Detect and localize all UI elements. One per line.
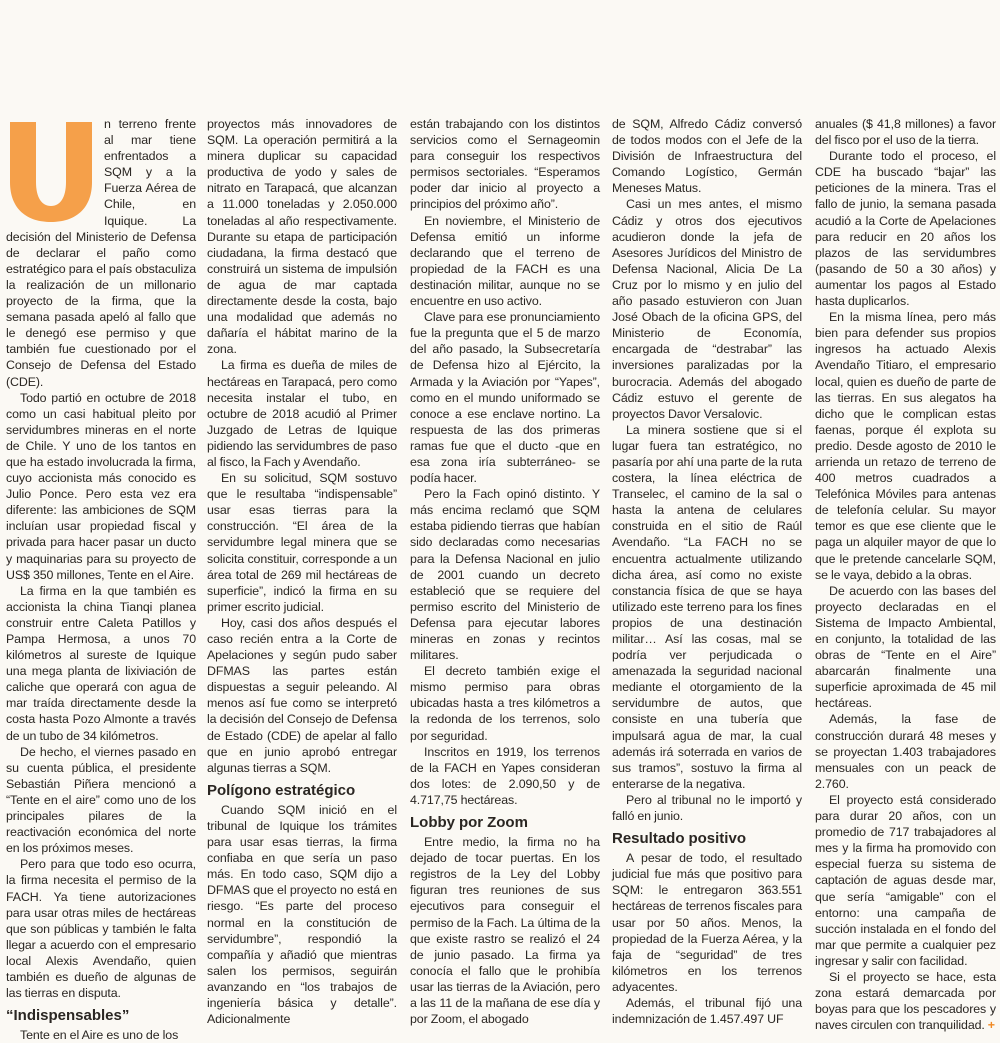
paragraph: De hecho, el viernes pasado en su cuenta pública, el presidente Sebastián Piñera mencionó a “Tente en el aire” como uno de los principales pilares de la reactivación económica del norte en los próximos meses. <box>6 744 196 856</box>
section-heading: “Indispensables” <box>6 1007 130 1025</box>
paragraph: El proyecto está considerado para durar 20 años, con un promedio de 717 trabajadores al mes y la firma ha promovido con especial fuerza su sistema de captación de aguas desde mar, que sería “amigable” con el entorno: una campaña de succión instalada en el fondo del mar que permite a cualquier pez ingresar y salir con facilidad. <box>815 792 996 968</box>
paragraph: Casi un mes antes, el mismo Cádiz y otros dos ejecutivos acudieron donde la jefa de Asesores Jurídicos del Ministro de Defensa Nacional, Alicia De La Cruz por lo mismo y en julio del año pasado estuvieron con Juan José Obach de la oficina GPS, del Ministerio de Economía, encargada de “destrabar” las inversiones paralizadas por la burocracia. Además del abogado Cádiz estuvo el gerente de proyectos Davor Versalovic. <box>612 197 802 421</box>
section-heading: Polígono estratégico <box>207 781 356 799</box>
paragraph: anuales ($ 41,8 millones) a favor del fisco por el uso de la tierra. <box>815 117 996 148</box>
paragraph: En su solicitud, SQM sostuvo que le resultaba “indispensable” usar esas tierras para la construcción. “El área de la servidumbre legal minera que se solicita constituir, corresponde a un área total de 269 mil hectáreas de superficie”, indicó la firma en su primer escrito judicial. <box>207 471 397 614</box>
paragraph: Pero para que todo eso ocurra, la firma necesita el permiso de la FACH. Ya tiene autorizaciones para usar otras miles de hectáreas que son públicas y también le falta llegar a acuerdo con el empresario local Alexis Avendaño, quien también es dueño de algunas de las tierras en disputa. <box>6 857 196 1001</box>
drop-cap-letter <box>6 120 96 223</box>
paragraph: La firma en la que también es accionista la china Tianqi planea construir entre Caleta Patillos y Pampa Hermosa, a unos 70 kilómetros al sureste de Iquique una mega planta de lixiviación de caliche que operará con agua de mar traída directamente desde la costa hasta Pozo Almonte a través de un tubo de 34 kilómetros. <box>6 583 196 743</box>
paragraph <box>815 969 996 1033</box>
paragraph: A pesar de todo, el resultado judicial fue más que positivo para SQM: le entregaron 363.551 hectáreas de terrenos fiscales para usar por 50 años. Menos, la propiedad de la Fuerza Aérea, y la faja de “seguridad” de tres kilómetros en los terrenos adyacentes. <box>612 851 802 994</box>
section-heading: Resultado positivo <box>612 830 746 848</box>
paragraph: de SQM, Alfredo Cádiz conversó de todos modos con el Jefe de la División de Infraestructura del Comando Logístico, Germán Meneses Matus. <box>612 117 802 196</box>
paragraph: Además, el tribunal fijó una indemnización de 1.457.497 UF <box>612 995 802 1027</box>
paragraph: n terreno frente al mar tiene enfrentados a SQM y a la Fuerza Aérea de Chile, en Iquique. La decisión del Ministerio de Defensa de declarar el paño como estratégico para el país obstaculiza la realización de un millonario proyecto de la firma, que la semana pasada apeló al fallo que le denegó ese permiso y que también fue cuestionado por el Consejo de Defensa del Estado (CDE). <box>6 117 196 389</box>
paragraph: Entre medio, la firma no ha dejado de tocar puertas. En los registros de la Ley del Lobby figuran tres reuniones de sus ejecutivos para conseguir el permiso de la Fach. La última de la que existe rastro se realizó el 24 de junio pasado. La firma ya conocía el fallo que le prohibía usar las tierras de la Aviación, pero a las 11 de la mañana de ese día y por Zoom, el abogado <box>410 835 600 1027</box>
section-heading: Lobby por Zoom <box>410 814 528 832</box>
paragraph: La minera sostiene que si el lugar fuera tan estratégico, no pasaría por ahí una parte de la ruta costera, la línea eléctrica de Transelec, el camino de la sal o hasta la antena de celulares construida en el sitio de Raúl Avendaño. “La FACH no se encuentra actualmente utilizando dicha área, así como no existe constancia física de que se haya utilizado este terreno para los fines propios de una destinación militar… Así las cosas, mal se podría ver perjudicada o amenazada la seguridad nacional mediante el otorgamiento de la servidumbre de autos, que consiste en una tubería que impulsará agua de mar, la cual además irá soterrada en varios de sus tramos”, sostuvo la firma al enterarse de la negativa. <box>612 422 802 791</box>
paragraph: La firma es dueña de miles de hectáreas en Tarapacá, pero como necesita instalar el tubo, en octubre de 2018 acudió al Primer Juzgado de Letras de Iquique pidiendo las servidumbres de paso al fisco, la Fach y Avendaño. <box>207 358 397 469</box>
paragraph: Todo partió en octubre de 2018 como un casi habitual pleito por servidumbres mineras en el norte de Chile. Y uno de los tantos en que ha estado involucrada la firma, cuyo accionista más conocido es Julio Ponce. Pero esta vez era diferente: las ambiciones de SQM incluían usar propiedad fiscal y privada para hacer pasar un ducto y maquinarias para su proyecto de US$ 350 millones, Tente en el Aire. <box>6 390 196 582</box>
article-column-2 <box>207 116 397 1027</box>
paragraph-text: Si el proyecto se hace, esta zona estará demarcada por boyas para que los pescadores y naves circulen con tranquilidad. <box>815 969 996 1033</box>
paragraph: Cuando SQM inició en el tribunal de Iquique los trámites para usar esas tierras, la firma confiaba en que sería un paso más. En todo caso, SQM dijo a DFMAS que el proyecto no está en riesgo. “Es parte del proceso normal en la constitución de servidumbre”, respondió la compañía y añadió que mientras salen los permisos, seguirán avanzando en “los trabajos de ingeniería básica y detalle”. Adicionalmente <box>207 802 397 1027</box>
article-column-4 <box>612 116 802 1027</box>
end-mark-icon: + <box>987 1018 995 1033</box>
paragraph: Durante todo el proceso, el CDE ha buscado “bajar” las peticiones de la minera. Tras el fallo de junio, la semana pasada acudió a la Corte de Apelaciones para reducir en 20 años los plazos de las servidumbres (pasando de 50 a 30 años) y aumentar los pagos al Estado hasta duplicarlos. <box>815 149 996 309</box>
article-column-3 <box>410 116 600 1027</box>
drop-cap <box>6 120 96 223</box>
paragraph: Pero la Fach opinó distinto. Y más encima reclamó que SQM estaba pidiendo tierras que habían sido declaradas como necesarias para la Defensa Nacional en julio de 2001 cuando un decreto estableció que se requiere del permiso escrito del Ministerio de Defensa para ejecutar labores mineras en zonas y recintos militares. <box>410 487 600 663</box>
paragraph: Tente en el Aire es uno de los <box>20 1028 179 1043</box>
paragraph: están trabajando con los distintos servicios como el Sernageomin para conseguir los respectivos permisos sectoriales. “Esperamos poder dar inicio al proyecto a principios del próximo año”. <box>410 117 600 212</box>
paragraph: Además, la fase de construcción durará 48 meses y se proyectan 1.403 trabajadores mensuales con un peack de 2.760. <box>815 712 996 791</box>
paragraph: Pero al tribunal no le importó y falló en junio. <box>612 792 802 824</box>
paragraph: Inscritos en 1919, los terrenos de la FACH en Yapes consideran dos lotes: de 2.090,50 y de 4.717,75 hectáreas. <box>410 744 600 807</box>
paragraph: En noviembre, el Ministerio de Defensa emitió un informe declarando que el terreno de propiedad de la FACH es una destinación militar, aunque no se encuentre en uso activo. <box>410 213 600 309</box>
paragraph: Hoy, casi dos años después el caso recién entra a la Corte de Apelaciones y según pudo saber DFMAS las partes están dispuestas a seguir peleando. Al menos así fue como se interpretó la decisión del Consejo de Defensa de Estado (CDE) de apelar al fallo que en junio aprobó entregar algunas tierras a SQM. <box>207 615 397 775</box>
paragraph: El decreto también exige el mismo permiso para obras ubicadas hasta a tres kilómetros a la redonda de los terrenos, solo por seguridad. <box>410 664 600 743</box>
paragraph: En la misma línea, pero más bien para defender sus propios ingresos ha actuado Alexis Avendaño Titiaro, el empresario local, quien es dueño de parte de las tierras. En sus alegatos ha dicho que le complican estas faenas, porque él explota su predio. Desde agosto de 2010 le arrienda un retazo de terreno de 400 metros cuadrados a Telefónica Móviles para antenas de telefonía celular. Su mayor temor es que ese cliente que le paga un alquiler mayor de que lo que le pretende cancelarle SQM, se le vaya, debido a la obras. <box>815 310 996 582</box>
paragraph: De acuerdo con las bases del proyecto declaradas en el Sistema de Impacto Ambiental, en conjunto, la totalidad de las obras de “Tente en el Aire” abarcarán finalmente una superficie aproximada de 45 mil hectáreas. <box>815 583 996 711</box>
paragraph: proyectos más innovadores de SQM. La operación permitirá a la minera duplicar su capacidad productiva de yodo y sales de nitrato en Tarapacá, que alcanzan a 11.000 toneladas y 2.050.000 toneladas al año respectivamente. Durante su etapa de participación ciudadana, la firma destacó que construirá un sistema de impulsión de agua de mar captada directamente desde la costa, bajo una modalidad que además no dañaría el hábitat marino de la zona. <box>207 117 397 357</box>
paragraph: Clave para ese pronunciamiento fue la pregunta que el 5 de marzo del año pasado, la Subsecretaría de Defensa hizo al Ejército, la Armada y la Aviación por “Yapes”, como en el mundo uniformado se conoce a ese enclave nortino. La respuesta de las dos primeras ramas fue que el ducto -que en esa zona iría subterráneo- se podía hacer. <box>410 310 600 486</box>
article-column-1 <box>6 116 196 1043</box>
article-column-5 <box>815 116 996 1033</box>
